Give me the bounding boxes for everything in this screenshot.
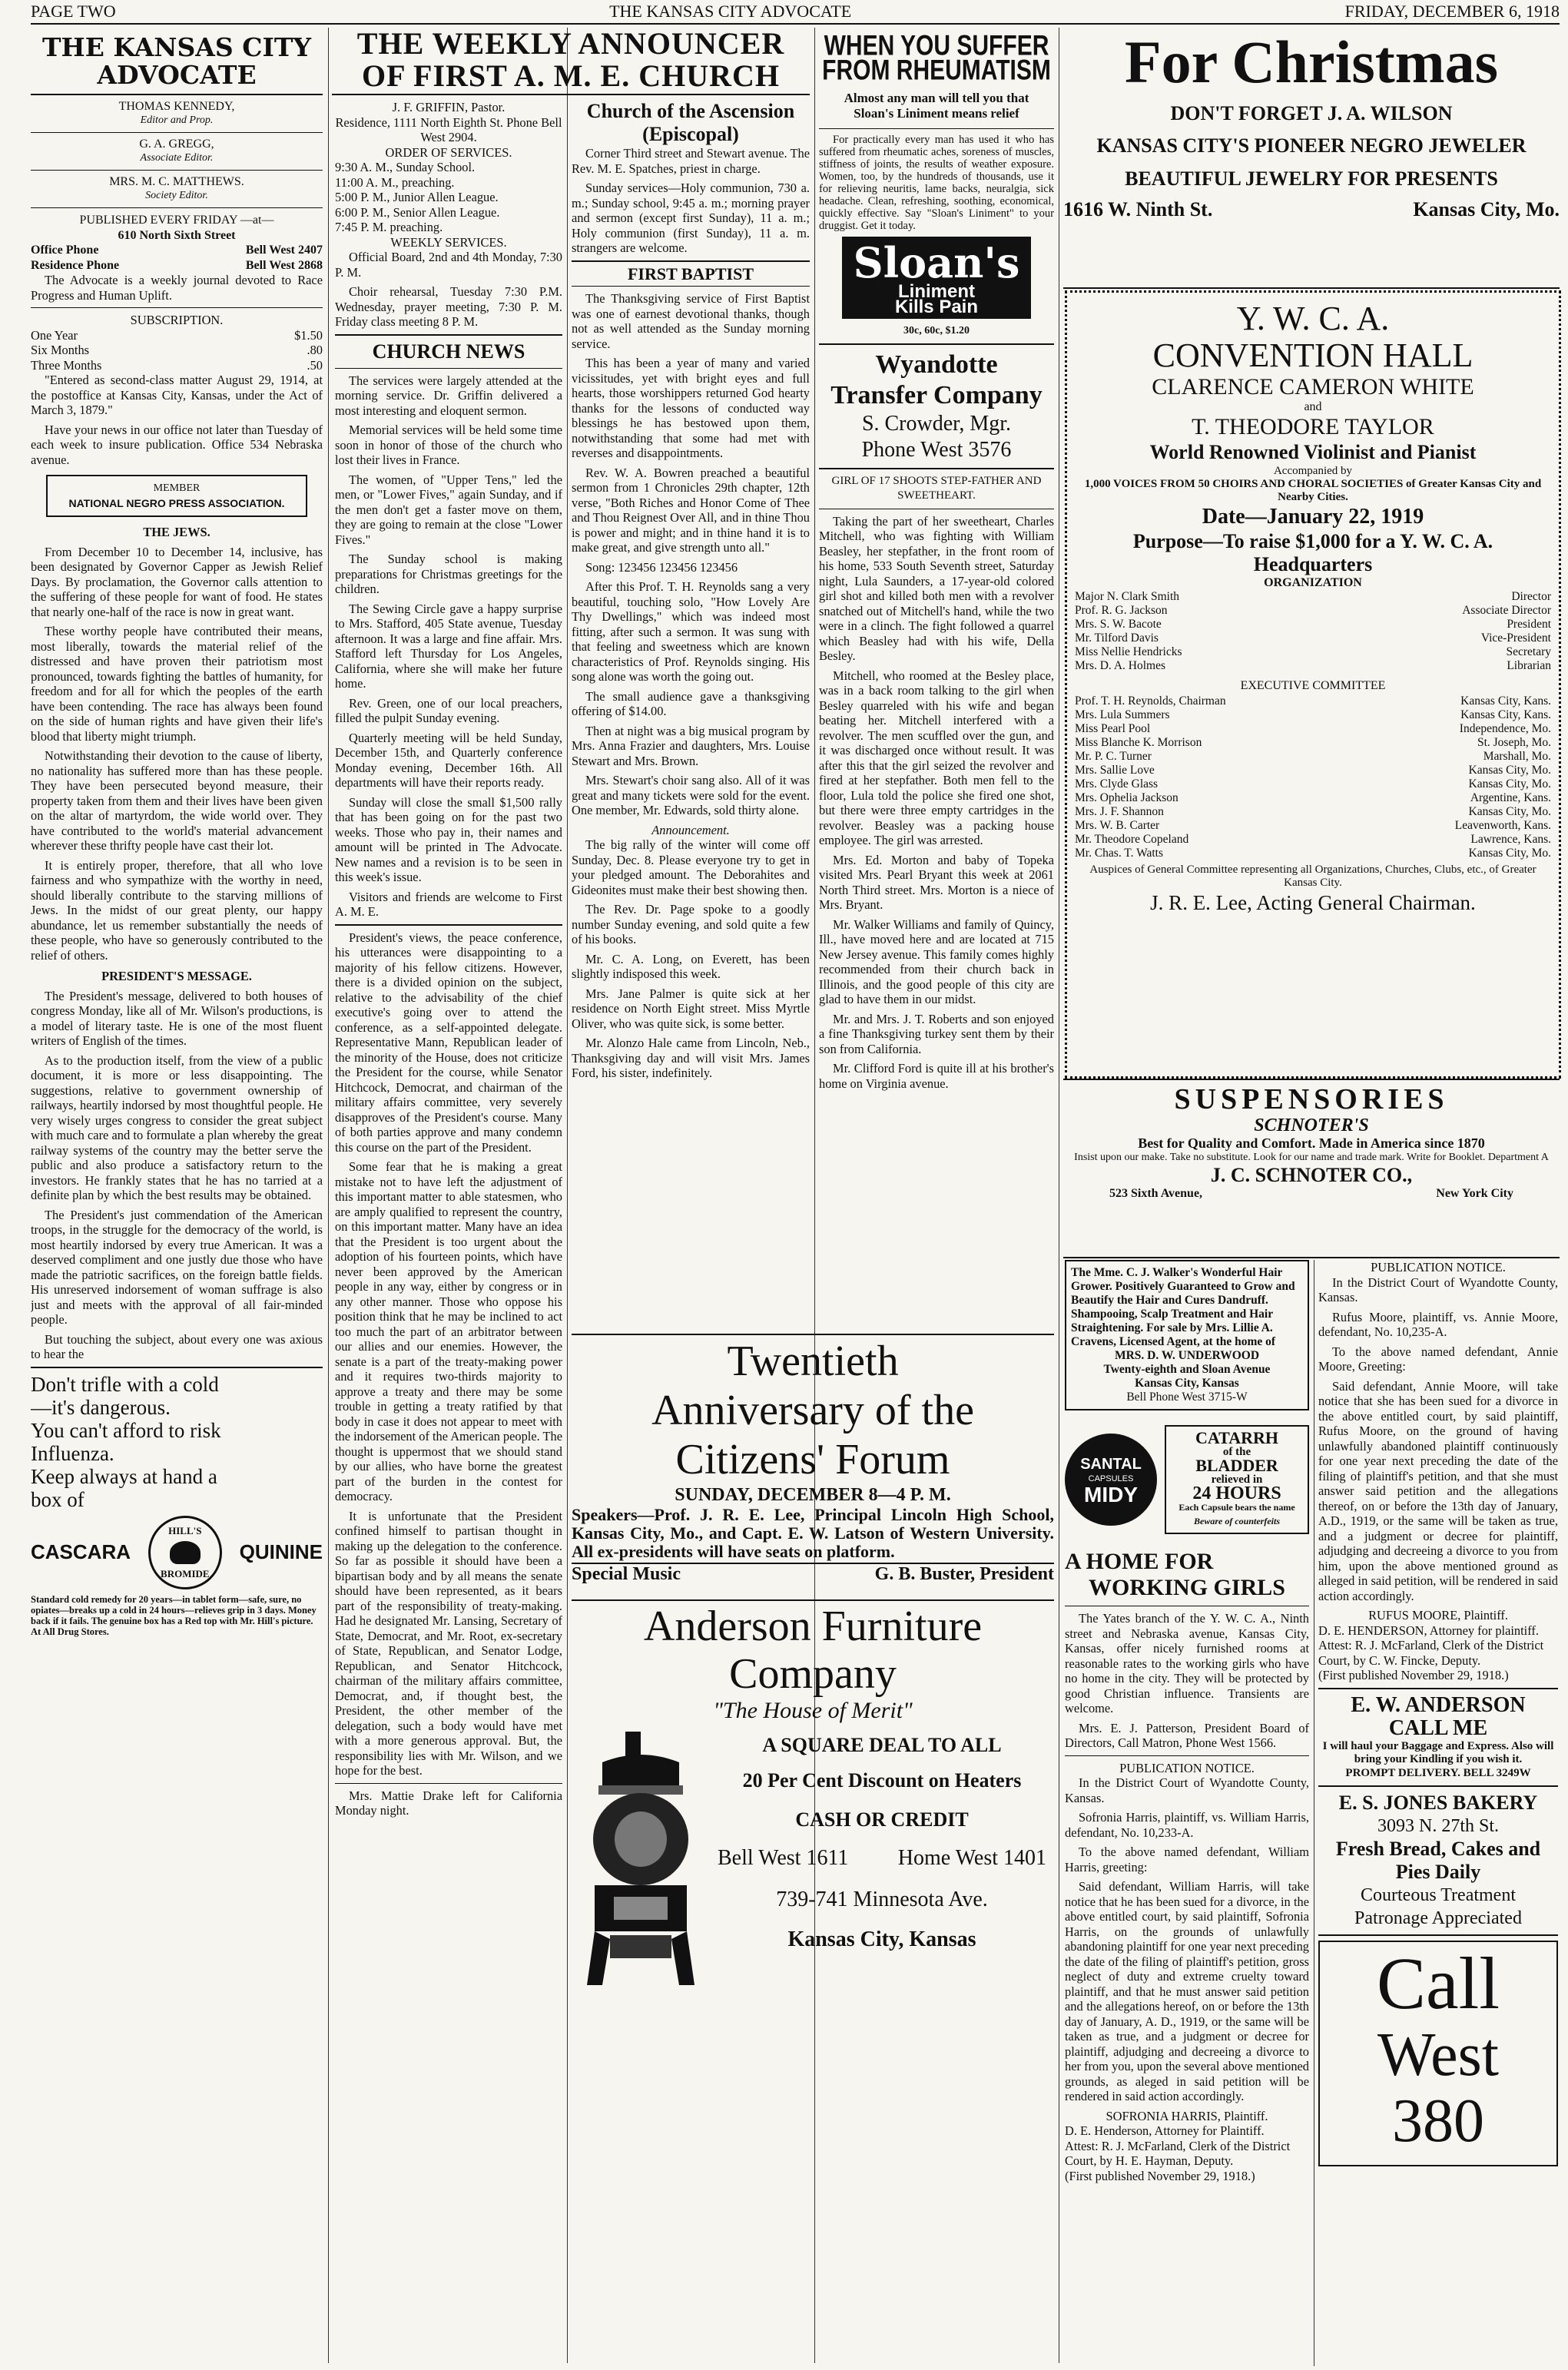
girl-para: Mr. Clifford Ford is quite ill at his brother's home on Virginia avenue.	[819, 1061, 1054, 1091]
pres-para: But touching the subject, about every one was axious to hear the	[31, 1331, 323, 1361]
presidents-message-head: PRESIDENT'S MESSAGE.	[101, 969, 252, 983]
committee-row: Mrs. J. F. Shannon Kansas City, Mo.	[1075, 805, 1551, 818]
forum-ad: Twentieth Anniversary of the Citizens' Forum SUNDAY, DECEMBER 8—4 P. M. Speakers—Prof. J. R. E. Lee, Principal Lincoln High School, Kansas City, Mo., and Capt. E. W. Latson of Western University. All ex-presidents will have seats on platform. Special Music G. B. Buster, President	[572, 1337, 1054, 1584]
ascension-head: Church of the Ascension (Episcopal)	[586, 100, 795, 145]
wyandotte-ad: Wyandotte Transfer Company S. Crowder, Mgr. Phone West 3576	[830, 350, 1043, 462]
church-news-para: The Sunday school is making preparations for Christmas greetings for the children.	[335, 552, 562, 596]
committee-row: Mr. P. C. Turner Marshall, Mo.	[1075, 750, 1551, 763]
baptist-head: FIRST BAPTIST	[627, 264, 754, 283]
address: 610 North Sixth Street	[118, 228, 236, 242]
home-para: The Yates branch of the Y. W. C. A., Ninth street and Nebraska avenue, Kansas City, Kansas, offer nicely furnished rooms at reasonable rates to the working girls who have no home in the city. They will be protected by good Christian influence. Transients are welcome.	[1065, 1611, 1309, 1715]
news-note: Have your news in our office not later than Tuesday of each week to insure publication. Office 534 Nebraska avenue.	[31, 422, 323, 467]
pub1-first: (First published November 29, 1918.)	[1318, 1668, 1509, 1682]
announce-para: The Rev. Dr. Page spoke to a goodly number Sunday evening, and sold quite a few of his books.	[572, 902, 810, 946]
column-1	[31, 28, 323, 2363]
committee-row: Mrs. Lula Summers Kansas City, Kans.	[1075, 708, 1551, 721]
quinine-ad: Don't trifle with a cold —it's dangerous. You can't afford to risk Influenza. Keep always at hand a box of CASCARA HILL'S BROMIDE QUININE Standard cold remedy for 20 years—in tablet form—safe, sure, no opiates—breaks up a cold in 24 hours—relieves grip in 3 days. Money back if it fails. The genuine box has a Red top with Mr. Hill's picture. At All Drug Stores.	[31, 1372, 323, 1637]
column-5-left	[1065, 1260, 1309, 2358]
church-news-para: Memorial services will be held some time soon in honor of those of the church who lost their lives in France.	[335, 423, 562, 467]
pub1-para: Rufus Moore, plaintiff, vs. Annie Moore, defendant, No. 10,235-A.	[1318, 1309, 1558, 1339]
officer-row: Mrs. D. A. Holmes Librarian	[1075, 659, 1551, 672]
service-item: 11:00 A. M., preaching.	[335, 174, 455, 190]
baptist-para: After this Prof. T. H. Reynolds sang a very beautiful, touching solo, "How Lovely Are Thy Dwellings," which was indeed most fitting, after such a sermon. It was sung with that feeling and sweetness which are known characteristics of Prof. Reynolds singing. His song alone was worth the going out.	[572, 579, 810, 684]
church-news-para: The services were largely attended at the morning service. Dr. Griffin delivered a most interesting and eloquent sermon.	[335, 373, 562, 418]
announce-para: Mr. C. A. Long, on Everett, has been slightly indisposed this week.	[572, 951, 810, 981]
paper-name: THE KANSAS CITY ADVOCATE	[609, 2, 852, 21]
officer-row: Mr. Tilford Davis Vice-President	[1075, 631, 1551, 645]
residence: Residence, 1111 North Eighth St. Phone Bell West 2904.	[335, 114, 562, 144]
church-news-para: The women, of "Upper Tens," led the men, or "Lower Fives," again Sunday, and if the men don't get a faster move on them, they are going to remain at the close "Lower Fives."	[335, 472, 562, 547]
service-item: 5:00 P. M., Junior Allen League.	[335, 190, 499, 204]
staff-2: G. A. GREGG, Associate Editor.	[139, 138, 214, 164]
committee-row: Mrs. Ophelia Jackson Argentine, Kans.	[1075, 791, 1551, 804]
staff-1: THOMAS KENNEDY, Editor and Prop.	[118, 100, 235, 126]
girl-para: Taking the part of her sweetheart, Charles Mitchell, who was fighting with William Beasley, her stepfather, in the front room of his home, 533 South Seventh street, Saturday night, Lula Saunders, a 17-year-old colored girl shot and killed both men with a revolver snatched out of Mitchell's hand, while the two were in a clinch. The fight followed a quarrel which Beasley had with his wife, Della Besley.	[819, 513, 1054, 663]
heater-stove-icon	[572, 1732, 710, 2008]
service-item: 7:45 P. M. preaching.	[335, 220, 443, 234]
pub2-sig: D. E. Henderson, Attorney for Plaintiff.	[1065, 2123, 1265, 2138]
subscription-head: SUBSCRIPTION.	[130, 313, 224, 327]
jews-para: These worthy people have contributed their means, most liberally, towards the material relief of the distressed and have proven their patriotism most pronounced, towards fighting the battles of humanity, for freedom and for all for which the peoples of the earth have been contending. The race has always been found on the side of human rights and have given their life's blood that liberty might triumph.	[31, 624, 323, 744]
officer-row: Major N. Clark Smith Director	[1075, 590, 1551, 603]
residence-phone: Residence Phone Bell West 2868	[31, 258, 323, 272]
weekly-text: Official Board, 2nd and 4th Monday, 7:30 P. M.	[335, 250, 562, 280]
quinine-label: QUININE	[239, 1540, 323, 1563]
weekly-announcer-header: THE WEEKLY ANNOUNCER OF FIRST A. M. E. CHURCH	[356, 28, 785, 93]
paper-title: THE KANSAS CITY ADVOCATE	[41, 32, 312, 90]
pub1-sig: D. E. HENDERSON, Attorney for plaintiff.	[1318, 1623, 1539, 1638]
announce-para: Mrs. Jane Palmer is quite sick at her residence on North Eight street. Miss Myrtle Oliver, who was quite sick, is some better.	[572, 986, 810, 1031]
baptist-para: The Thanksgiving service of First Baptist was one of earnest devotional thanks, though not as well attended as the Sunday morning service.	[572, 291, 810, 351]
pub2-para: In the District Court of Wyandotte County, Kansas.	[1065, 1775, 1309, 1805]
anderson-furniture-ad: Anderson Furniture Company "The House of Merit" A SQUARE DEAL TO ALL 20 Per Cent Discount on Heaters CASH OR CREDIT Bell West 1611 Home West 1401 739-741 Minnesota Ave. Kansas City, Kansas	[572, 1603, 1054, 2355]
baptist-para: This has been a year of many and varied vicissitudes, yet with bright eyes and full hearts, those worshippers returned God hearty thanks for the lessons of conducted way blessings he has bestowed upon them, notwithstanding that some had met with reverses and disappointments.	[572, 356, 810, 460]
ew-anderson-ad: E. W. ANDERSON CALL ME I will haul your Baggage and Express. Also will bring your Kindling if you wish it. PROMPT DELIVERY. BELL 3249W	[1322, 1692, 1554, 1779]
announce-para: The big rally of the winter will come off Sunday, Dec. 8. Please everyone try to get in your pledged amount. The Deborahites and Gideonites must make their best showing then.	[572, 837, 810, 897]
pub1-sig: RUFUS MOORE, Plaintiff.	[1368, 1608, 1508, 1623]
ascension-para: Sunday services—Holy communion, 730 a. m.; Sunday school, 9:45 a. m.; morning prayer and sermon (except first Sunday), 11 a. m.; Holy communion (first Sunday), 11 a. m. strangers are welcome.	[572, 181, 810, 255]
ywca-officers	[1075, 590, 1551, 673]
ascension-para: Corner Third street and Stewart avenue. The Rev. M. E. Spatches, priest in charge.	[572, 146, 810, 176]
jews-para: From December 10 to December 14, inclusive, has been designated by Governor Capper as Jewish Relief Days. By proclamation, the Governor calls attention to the suffering of these people for want of food. He states that nearly one-half of the race is now in great want.	[31, 544, 323, 619]
published: PUBLISHED EVERY FRIDAY —at—	[79, 214, 274, 227]
pres-para: As to the production itself, from the view of a public document, it is more or less disappointing. The suggestions, relative to government ownership of railways, heartily indorsed by most thoughtful people. He very wisely urges congress to consider the great subject with much care and to formulate a plan whereby the great railway systems of the country may the better serve the public and also produce a satisfactory return to the investors. He frankly states that he has no tarried at a definite plan by which the best results may be obtained.	[31, 1052, 323, 1202]
pub2-sig: SOFRONIA HARRIS, Plaintiff.	[1106, 2108, 1268, 2123]
sloans-ad: WHEN YOU SUFFER FROM RHEUMATISM Almost any man will tell you that Sloan's Liniment means relief For practically every man has used it who has suffered from rheumatic aches, soreness of muscles, stiffness of joints, the results of weather exposure. Women, too, by the hundreds of thousands, use it for relieving neuritis, lame backs, neuralgia, sick headache. Clean, refreshing, soothing, economical, quickly effective. Say "Sloan's Liniment" to your druggist. Get it today. Sloan's Liniment Kills Pain 30c, 60c, $1.20	[819, 29, 1054, 336]
pub1-para: Said defendant, Annie Moore, will take notice that she has been sued for a divorce in the above entitled court, by said plaintiff, Rufus Moore, on the ground of having unlawfully abandoned plaintiff continuously for one year next preceding the date of the filing of plaintiff's petition, and that she must answer said petition and the allegations thereof, on or before the 13th day of January, A.D., 1919, or the same will be taken as true, and a judgment or decree for plaintiff, adjudging and decreeing a divorce to you from him, upon the above mentioned ground as alleged in said petition, will be rendered in said action accordingly.	[1318, 1378, 1558, 1603]
issue-date: FRIDAY, DECEMBER 6, 1918	[1344, 2, 1560, 21]
column-4	[819, 28, 1054, 1326]
sub-row: One Year $1.50	[31, 327, 323, 343]
pub2-para: To the above named defendant, William Harris, greeting:	[1065, 1845, 1309, 1874]
officer-row: Mrs. S. W. Bacote President	[1075, 618, 1551, 631]
committee-row: Miss Blanche K. Morrison St. Joseph, Mo.	[1075, 736, 1551, 749]
jews-para: It is entirely proper, therefore, that all who love fairness and who sympathize with the worthy in need, should liberally contribute to the starving millions of Jews. In the midst of our great plenty, our happy abundance, let us remember substantially the needs of these people, who have so generously contributed to the relief of others.	[31, 857, 323, 963]
hills-seal: HILL'S BROMIDE	[148, 1516, 222, 1589]
girl-para: Mr. Walker Williams and family of Quincy, Ill., have moved here and are located at 715 New Jersey avenue. This family comes highly recommended from their church back in Illinois, and the good people of this city are glad to have them in our midst.	[819, 917, 1054, 1006]
sub-row: Six Months .80	[31, 343, 323, 357]
bakery-ad: E. S. JONES BAKERY 3093 N. 27th St. Fresh Bread, Cakes and Pies Daily Courteous Treatment Patronage Appreciated	[1335, 1792, 1541, 1928]
pub2-first: (First published November 29, 1918.)	[1065, 2168, 1255, 2183]
press-member-box: MEMBER NATIONAL NEGRO PRESS ASSOCIATION.	[46, 475, 307, 517]
pub1-para: To the above named defendant, Annie Moore, Greeting:	[1318, 1344, 1558, 1374]
home-head-2: WORKING GIRLS	[1089, 1575, 1285, 1600]
column-5-right	[1318, 1260, 1558, 2358]
christmas-ad: For Christmas DON'T FORGET J. A. WILSON KANSAS CITY'S PIONEER NEGRO JEWELER BEAUTIFUL JEWELRY FOR PRESENTS 1616 W. Ninth St. Kansas City, Mo.	[1063, 28, 1560, 220]
home-para: Mrs. E. J. Patterson, President Board of Directors, Call Matron, Phone West 1566.	[1065, 1720, 1309, 1750]
committee-row: Mrs. W. B. Carter Leavenworth, Kans.	[1075, 819, 1551, 832]
column-rule	[328, 28, 329, 2363]
home-head-1: A HOME FOR	[1065, 1549, 1214, 1574]
baptist-para: Mrs. Stewart's choir sang also. All of it was great and many tickets were sold for the event. One member, Mr. Edwards, sold thirty alone.	[572, 773, 810, 817]
pub1-para: In the District Court of Wyandotte County, Kansas.	[1318, 1274, 1558, 1304]
church-news-para: Visitors and friends are welcome to First A. M. E.	[335, 889, 562, 919]
church-news-para: Quarterly meeting will be held Sunday, December 15th, and Quarterly conference Monday evening, December 16th. All departments will have their reports ready.	[335, 730, 562, 790]
pub2-attest: Attest: R. J. McFarland, Clerk of the District Court, by H. E. Hayman, Deputy.	[1065, 2138, 1291, 2168]
weekly-head: WEEKLY SERVICES.	[390, 234, 507, 250]
pres-cont-para: It is unfortunate that the President confined himself to partisan thought in making up the delegation to the conference. So far as possible it should have been a bipartisan body and by all means the senate should have been represented, as it bears part of the responsibility of treaty-making. Had he designated Mr. Lansing, Secretary of State, Democrat, and Mr. Root, ex-secretary of State, Republican, and Senator Lodge, Republican, and Senator Hitchcock, chairman of the military affairs committee, Democrat, and, if thought best, the President, the other member of the delegation, such a body would have met with a more generous approval. But, the responsibility lies with Mr. Wilson, and we hope for the best.	[335, 1508, 562, 1778]
girl-head: GIRL OF 17 SHOOTS STEP-FATHER AND SWEETHEART.	[831, 474, 1042, 502]
order-head: ORDER OF SERVICES.	[385, 144, 512, 160]
committee-row: Miss Pearl Pool Independence, Mo.	[1075, 722, 1551, 735]
church-news-para: The Sewing Circle gave a happy surprise to Mrs. Stafford, 405 State avenue, Tuesday afternoon. It was a large and fine affair. Mrs. Stafford left Thursday for Los Angeles, California, where she will make her future home.	[335, 601, 562, 691]
walker-ad: The Mme. C. J. Walker's Wonderful Hair Grower. Positively Guaranteed to Grow and Beautify the Hair and Cures Dandruff. Shampooing, Scalp Treatment and Hair Straightening. For sale by Mrs. Lillie A. Cravens, Licensed Agent, at the home of MRS. D. W. UNDERWOOD Twenty-eighth and Sloan Avenue Kansas City, Kansas Bell Phone West 3715-W	[1065, 1260, 1309, 1410]
midy-ad: SANTAL CAPSULES MIDY CATARRH of the BLADDER relieved in 24 HOURS Each Capsule bears the name Beware of counterfeits	[1065, 1418, 1309, 1541]
pub1-head: PUBLICATION NOTICE.	[1371, 1260, 1506, 1274]
baptist-para: Rev. W. A. Bowren preached a beautiful sermon from 1 Chronicles 29th chapter, 12th verse, "Both Riches and Honor Come of Thee and Thou Reignest Over All, and in thine Thou is power and might; and in thine hand it is to make great, and give strength unto all."	[572, 465, 810, 555]
baptist-para: Song: 123456 123456 123456	[585, 559, 738, 575]
page-header	[31, 0, 1560, 25]
officer-row: Prof. R. G. Jackson Associate Director	[1075, 604, 1551, 617]
pub2-head: PUBLICATION NOTICE.	[1119, 1760, 1255, 1775]
announce-para: Mr. Alonzo Hale came from Lincoln, Neb., Thanksgiving day and will visit Mrs. James Ford, his sister, indefinitely.	[572, 1036, 810, 1080]
pres-cont-para: Some fear that he is making a great mistake not to have left the adjustment of this important matter to able statesmen, who are amply qualified to represent the country, on this important matter. Many have an idea that the President is too urgent about the adoption of his fourteen points, which have never been approved by the American people in any way, either by congress or in any other manner. Those who oppose his position think that he may be inclined to act too much the part of an arbitrator between our allies and our enemies. However, the senate is a part of the treaty-making power and it requires two-thirds majority to approve a treaty and there may be some trouble in getting a treaty ratified by that body in case it does not appear to meet with the indorsement of the American people. The thought is uppermost that we should stand by our allies, who have borne the greatest part of the burden in the contest for democracy.	[335, 1159, 562, 1503]
staff-3: MRS. M. C. MATTHEWS. Society Editor.	[109, 175, 244, 201]
suspensories-ad: SUSPENSORIES SCHNOTER'S Best for Quality and Comfort. Made in America since 1870 Insist upon our make. Take no substitute. Look for our name and trade mark. Write for Booklet. Department A J. C. SCHNOTER CO., 523 Sixth Avenue, New York City	[1074, 1083, 1549, 1200]
column-3	[572, 100, 810, 1329]
girl-para: Mitchell, who roomed at the Besley place, was in a back room talking to the girl when Besley quarreled with his wife and began beating her. Mitchell interfered with a revolver. The men scuffled over the gun, and it was discharged once without result. It was after this that the girl seized the revolver and fired at her stepfather. Both men fell to the floor, Lula told the police she fired one shot, but there were three empty cartridges in the revolver. Beasley was a packing house employee. The girl was arrested.	[819, 668, 1054, 847]
column-rule	[567, 28, 568, 2363]
call-west-ad: Call West 380	[1318, 1941, 1558, 2166]
sub-row: Three Months .50	[31, 357, 323, 373]
officer-row: Miss Nellie Hendricks Secretary	[1075, 645, 1551, 658]
jews-para: Notwithstanding their devotion to the cause of liberty, no nationality has suffered more than has these people. They have been persecuted beyond measure, their property taken from them and their lives have been given on the altar of martyrdom, the wide world over. They have contributed to the world's material advancement wherever these thrifty people have cast their lot.	[31, 748, 323, 853]
service-item: 6:00 P. M., Senior Allen League.	[335, 204, 500, 220]
committee-row: Mrs. Clyde Glass Kansas City, Mo.	[1075, 777, 1551, 791]
committee-row: Prof. T. H. Reynolds, Chairman Kansas City, Kans.	[1075, 694, 1551, 708]
quinine-fine-print: Standard cold remedy for 20 years—in tablet form—safe, sure, no opiates—breaks up a cold in 24 hours—relieves grip in 3 days. Money back if it fails. The genuine box has a Red top with Mr. Hill's picture. At All Drug Stores.	[31, 1593, 317, 1637]
ywca-ad: Y. W. C. A. CONVENTION HALL CLARENCE CAMERON WHITE and T. THEODORE TAYLOR World Renowned Violinist and Pianist Accompanied by 1,000 VOICES FROM 50 CHOIRS AND CHORAL SOCIETIES of Greater Kansas City and Nearby Cities. Date—January 22, 1919 Purpose—To raise $1,000 for a Y. W. C. A. Headquarters ORGANIZATION Major N. Clark Smith Director Prof. R. G. Jackson Associate Director Mrs. S. W. Bacote President Mr. Tilford Davis Vice-President Miss Nellie Hendricks Secretary Mrs. D. A. Holmes Librarian EXECUTIVE COMMITTEE Prof. T. H. Reynolds, Chairman Kansas City, Kans. Mrs. Lula Summers Kansas City, Kans. Miss Pearl Pool Independence, Mo. Miss Blanche K. Morrison St. Joseph, Mo. Mr. P. C. Turner Marshall, Mo. Mrs. Sallie Love Kansas City, Mo. Mrs. Clyde Glass Kansas City, Mo. Mrs. Ophelia Jackson Argentine, Kans. Mrs. J. F. Shannon Kansas City, Mo. Mrs. W. B. Carter Leavenworth, Kans. Mr. Theodore Copeland Lawrence, Kans. Mr. Chas. T. Watts Kansas City, Mo. Auspices of General Committee representing all Organizations, Churches, Clubs, etc., of Greater Kansas City. J. R. E. Lee, Acting General Chairman.	[1065, 290, 1561, 1079]
sloans-logo: Sloan's Liniment Kills Pain	[842, 237, 1031, 319]
church-news-para: Rev. Green, one of our local preachers, filled the pulpit Sunday evening.	[335, 695, 562, 725]
committee-row: Mrs. Sallie Love Kansas City, Mo.	[1075, 764, 1551, 777]
column-2	[335, 100, 562, 2358]
pub1-attest: Attest: R. J. McFarland, Clerk of the District Court, by C. W. Fincke, Deputy.	[1318, 1638, 1544, 1668]
jews-head: THE JEWS.	[143, 525, 211, 539]
pres-para: The President's message, delivered to both houses of congress Monday, like all of Mr. Wilson's productions, is a model of literary taste. He is one of the most fluent writers of English of the times.	[31, 988, 323, 1048]
girl-para: Mr. and Mrs. J. T. Roberts and son enjoyed a fine Thanksgiving turkey sent them by their son from California.	[819, 1011, 1054, 1056]
office-phone: Office Phone Bell West 2407	[31, 244, 323, 257]
choir-text: Choir rehearsal, Tuesday 7:30 P.M. Wednesday, prayer meeting, 7:30 P. M. Friday class meeting 8 P. M.	[335, 284, 562, 329]
pres-para: The President's just commendation of the American troops, in the struggle for the democracy of the world, is most heartily indorsed by every true American. It was a deserved compliment and one justly due those who have made the patriotic sacrifices, on the foreign battle fields. His unreserved indorsement of woman suffrage is also just and meets with the approval of all fair-minded people.	[31, 1207, 323, 1327]
pastor: J. F. GRIFFIN, Pastor.	[392, 100, 506, 114]
committee-row: Mr. Theodore Copeland Lawrence, Kans.	[1075, 833, 1551, 846]
drake-note: Mrs. Mattie Drake left for California Monday night.	[335, 1788, 562, 1818]
entered-notice: "Entered as second-class matter August 29, 1914, at the postoffice at Kansas City, Kansas, under the Act of March 3, 1879."	[31, 373, 323, 417]
devoted-text: The Advocate is a weekly journal devoted to Race Progress and Human Uplift.	[31, 273, 323, 303]
cascara-label: CASCARA	[31, 1540, 131, 1563]
church-news-head: CHURCH NEWS	[372, 340, 525, 363]
pres-cont-para: President's views, the peace conference, his utterances were disappointing to a majority of his fellow citizens. However, there is a divided opinion on the subject, relative to the advisability of the chief executive's going over to attend the conference, as a self-appointed delegate. Representative Mann, Republican leader of the minority of the House, does not criticize the President for the course, while Senator Hitchcock, Democrat, and chairman of the military affairs committee, very severely disapproves of the President's course. Many of both parties approve and many condemn this course on the part of the President.	[335, 930, 562, 1155]
ywca-committee	[1075, 694, 1551, 860]
page-number: PAGE TWO	[31, 2, 116, 21]
service-item: 9:30 A. M., Sunday School.	[335, 160, 476, 174]
pub2-para: Sofronia Harris, plaintiff, vs. William Harris, defendant, No. 10,233-A.	[1065, 1810, 1309, 1840]
girl-para: Mrs. Ed. Morton and baby of Topeka visited Mrs. Pearl Bryant this week at 2061 North Third street. Mrs. Morton is a niece of Mrs. Bryant.	[819, 852, 1054, 912]
church-news-para: Sunday will close the small $1,500 rally that has been going on for the past two weeks. Those who pay in, their names and amount will be printed in The Advocate. New names and a revision is to be seen in this week's issue.	[335, 794, 562, 884]
announcement-head: Announcement.	[651, 822, 730, 837]
committee-row: Mr. Chas. T. Watts Kansas City, Mo.	[1075, 847, 1551, 860]
baptist-para: The small audience gave a thanksgiving offering of $14.00.	[572, 688, 810, 718]
pub2-para: Said defendant, William Harris, will take notice that he has been sued for a divorce, in the above entitled court, by said plaintiff, Sofronia Harris, on the grounds of unlawfully abandoning plaintiff for one year next preceding the date of the filing of plaintiff's petition, gross neglect of duty and extreme cruelty toward plaintiff, and that he must answer said petition and the allegations hereof, on or before the 13th day of January, A. D., 1919, or the same will be taken as true, and a judgment or decree for plaintiff, adjudging and decreeing a divorce to her from you, upon the several above mentioned grounds, as aleged in said petition will be rendered in said action accordingly.	[1065, 1879, 1309, 2103]
baptist-para: Then at night was a big musical program by Mrs. Anna Frazier and daughters, Mrs. Louise Stewart and Mrs. Brown.	[572, 723, 810, 768]
